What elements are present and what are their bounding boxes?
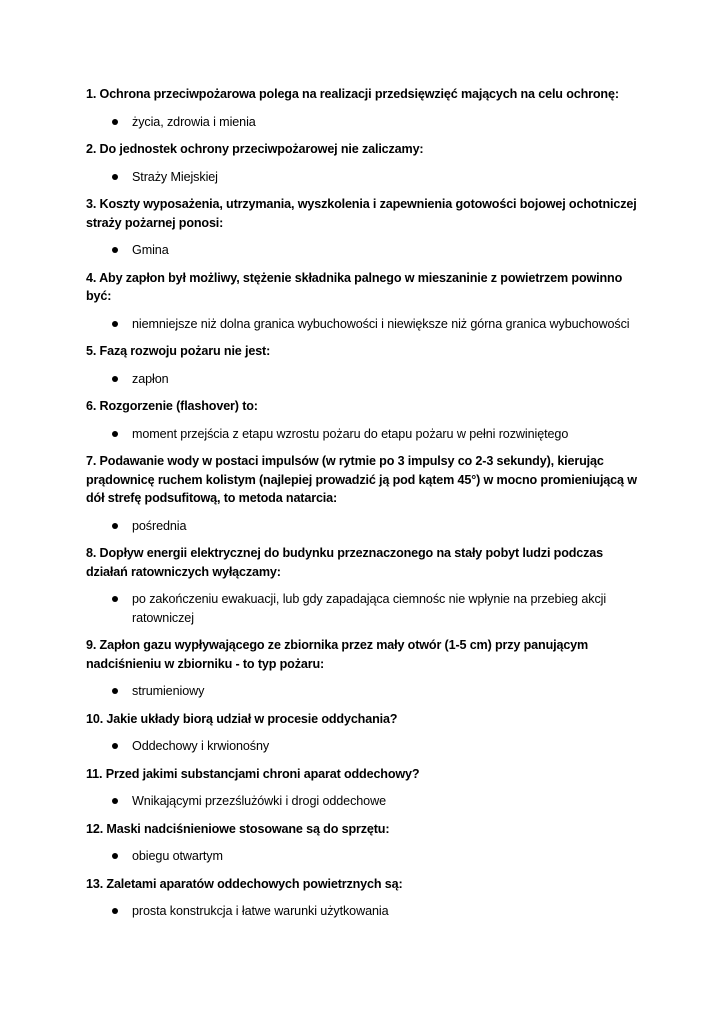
answer-text: moment przejścia z etapu wzrostu pożaru do etapu pożaru w pełni rozwiniętego [132,426,569,441]
answer-text: Oddechowy i krwionośny [132,739,270,753]
bullet-icon [112,908,118,914]
bullet-icon [112,376,118,382]
answer-10 [86,737,646,756]
bullet-icon [112,321,118,327]
answer-2 [86,168,646,187]
answer-list-13 [86,902,646,921]
question-9: 9. Zapłon gazu wypływającego ze zbiornika przez mały otwór (1-5 cm) przy panującym nadciśnieniu w zbiorniku - to typ pożaru: [86,638,589,671]
question-1: 1. Ochrona przeciwpożarowa polega na realizacji przedsięwzięć mających na celu ochronę: [86,87,619,101]
question-13: 13. Zaletami aparatów oddechowych powietrznych są: [86,876,403,891]
bullet-icon [112,798,118,804]
bullet-icon [112,523,118,529]
question-list [86,85,646,930]
answer-8 [86,590,646,627]
answer-list-3 [86,241,646,260]
bullet-icon [112,853,118,859]
bullet-icon [112,247,118,253]
answer-list-1 [86,113,646,132]
question-11: 11. Przed jakimi substancjami chroni aparat oddechowy? [86,766,420,781]
answer-text: obiegu otwartym [132,849,223,863]
answer-1 [86,113,646,132]
question-7: 7. Podawanie wody w postaci impulsów (w rytmie po 3 impulsy co 2-3 sekundy), kierując prądownicę ruchem kolistym (najlepiej prowadzić ją pod kątem 45°) w mocno promieniującą w dół strefę podsufitową, to metoda natarcia: [86,454,637,505]
answer-list-9 [86,682,646,701]
question-3: 3. Koszty wyposażenia, utrzymania, wyszkolenia i zapewnienia gotowości bojowej ochotniczej straży pożarnej ponosi: [86,197,637,230]
bullet-icon [112,119,118,125]
question-4: 4. Aby zapłon był możliwy, stężenie składnika palnego w mieszaninie z powietrzem powinno być: [86,270,623,303]
answer-3 [86,241,646,260]
answer-text: po zakończeniu ewakuacji, lub gdy zapadająca ciemnośc nie wpłynie na przebieg akcji ratowniczej [132,592,607,625]
answer-11 [86,792,646,811]
bullet-icon [112,688,118,694]
answer-text: Wnikającymi przezślużówki i drogi oddechowe [132,794,386,808]
answer-list-2 [86,168,646,187]
answer-list-12 [86,847,646,866]
answer-list-7 [86,517,646,536]
answer-text: Gmina [132,243,169,257]
answer-7 [86,517,646,536]
answer-list-6 [86,425,646,444]
answer-text: prosta konstrukcja i łatwe warunki użytkowania [132,904,389,918]
question-12: 12. Maski nadciśnieniowe stosowane są do sprzętu: [86,821,390,836]
answer-text: życia, zdrowia i mienia [132,114,256,129]
question-6: 6. Rozgorzenie (flashover) to: [86,399,258,413]
answer-list-4 [86,315,646,334]
answer-6 [86,425,646,444]
bullet-icon [112,431,118,437]
bullet-icon [112,743,118,749]
question-2: 2. Do jednostek ochrony przeciwpożarowej nie zaliczamy: [86,142,424,156]
answer-9 [86,682,646,701]
answer-list-10 [86,737,646,756]
answer-list-11 [86,792,646,811]
bullet-icon [112,596,118,602]
question-5: 5. Fazą rozwoju pożaru nie jest: [86,344,271,358]
answer-text: Straży Miejskiej [132,169,218,184]
bullet-icon [112,174,118,180]
question-8: 8. Dopływ energii elektrycznej do budynku przeznaczonego na stały pobyt ludzi podczas działań ratowniczych wyłączamy: [86,546,603,579]
answer-text: pośrednia [132,518,187,533]
answer-list-5 [86,370,646,389]
answer-text: niemniejsze niż dolna granica wybuchowości i niewiększe niż górna granica wybuchowości [132,316,630,331]
answer-5 [86,370,646,389]
answer-12 [86,847,646,866]
answer-text: strumieniowy [132,684,205,698]
question-10: 10. Jakie układy biorą udział w procesie oddychania? [86,711,398,726]
answer-4 [86,315,646,334]
answer-13 [86,902,646,921]
answer-list-8 [86,590,646,627]
answer-text: zapłon [132,371,169,386]
